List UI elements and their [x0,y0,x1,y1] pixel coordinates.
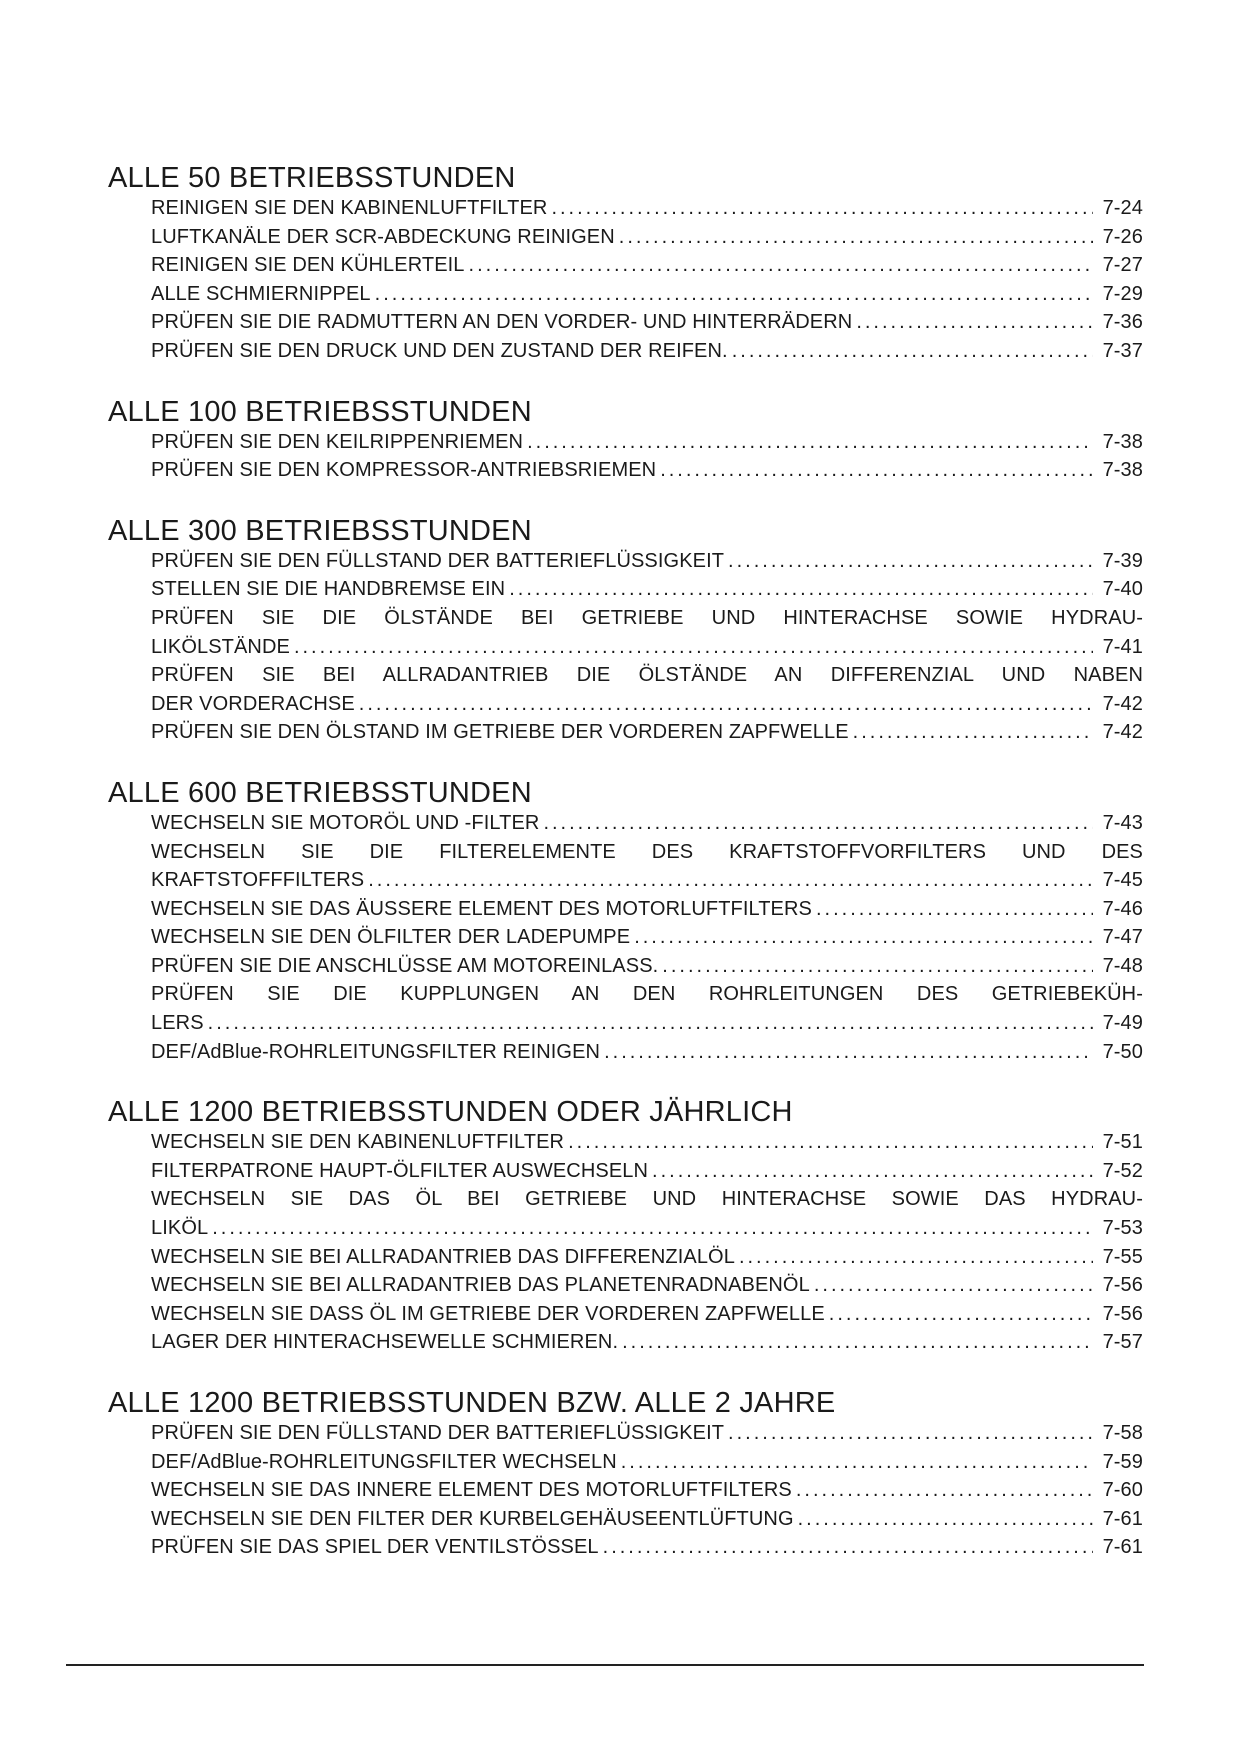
entry-label-first-line: WECHSELN SIE DIE FILTERELEMENTE DES KRAFTSTOFFVORFILTERS UND DES [151,840,1143,863]
entry-line [151,1328,1143,1357]
toc-entry[interactable] [151,809,1143,838]
entry-label: PRÜFEN SIE DEN FÜLLSTAND DER BATTERIEFLÜSSIGKEIT [151,1422,725,1444]
toc-entry[interactable] [151,838,1143,895]
toc-entry[interactable] [151,1271,1143,1300]
entry-label: REINIGEN SIE DEN KABINENLUFTFILTER [151,197,548,219]
entry-line [151,308,1143,337]
entry-page-number: 7-39 [1102,549,1143,572]
entry-line [151,194,1143,223]
dot-leader [509,575,1092,604]
toc-entry[interactable] [151,895,1143,924]
dot-leader [732,337,1093,366]
entry-page-number: 7-50 [1102,1040,1143,1063]
toc-entry[interactable] [151,1038,1143,1067]
section-entries [151,194,1143,366]
dot-leader [652,1157,1093,1186]
toc-section [108,162,1143,366]
entry-line [151,1533,1143,1562]
entry-line [151,1128,1143,1157]
entry-label: WECHSELN SIE DEN FILTER DER KURBELGEHÄUSEENTLÜFTUNG [151,1507,794,1530]
dot-leader [796,1476,1093,1505]
entry-line [151,1214,1143,1243]
toc-entry[interactable] [151,308,1143,337]
entry-label: WECHSELN SIE DAS ÄUSSERE ELEMENT DES MOTORLUFTFILTERS [151,897,812,920]
section-title: ALLE 1200 BETRIEBSSTUNDEN BZW. ALLE 2 JAHRE [108,1387,836,1419]
entry-page-number: 7-53 [1102,1217,1143,1240]
dot-leader [368,866,1092,895]
toc-entry[interactable] [151,1328,1143,1357]
entry-label: PRÜFEN SIE DEN DRUCK UND DEN ZUSTAND DER REIFEN. [151,339,728,362]
entry-label-first-line: PRÜFEN SIE BEI ALLRADANTRIEB DIE ÖLSTÄNDE AN DIFFERENZIAL UND NABEN [151,664,1143,687]
toc-entry[interactable] [151,1476,1143,1505]
entry-label: LIKÖLSTÄNDE [151,635,290,658]
entry-label: LAGER DER HINTERACHSEWELLE SCHMIEREN. [151,1331,619,1354]
dot-leader [634,923,1092,952]
entry-line [151,866,1143,895]
toc-section [108,515,1143,747]
entry-label: DEF/AdBlue-ROHRLEITUNGSFILTER REINIGEN [151,1040,601,1063]
section-title: ALLE 600 BETRIEBSSTUNDEN [108,776,532,809]
entry-label: PRÜFEN SIE DEN KEILRIPPENRIEMEN [151,430,524,453]
entry-page-number: 7-29 [1102,282,1143,305]
toc-section [108,396,1143,485]
toc-entry[interactable] [151,604,1143,661]
section-entries [151,809,1143,1066]
entry-page-number: 7-60 [1102,1479,1143,1502]
entry-line [151,1448,1143,1477]
entry-label: WECHSELN SIE DASS ÖL IM GETRIEBE DER VORDEREN ZAPFWELLE [151,1302,825,1325]
toc-entry[interactable] [151,661,1143,718]
dot-leader [527,428,1092,457]
entry-label: WECHSELN SIE DAS INNERE ELEMENT DES MOTORLUFTFILTERS [151,1479,792,1502]
entry-line [151,690,1143,719]
entry-label: ALLE SCHMIERNIPPEL [151,282,371,305]
dot-leader [551,194,1092,223]
entry-line [151,809,1143,838]
entry-page-number: 7-52 [1102,1159,1143,1182]
toc-entry[interactable] [151,980,1143,1037]
dot-leader [543,809,1092,838]
dot-leader [660,456,1092,485]
entry-label: WECHSELN SIE MOTORÖL UND -FILTER [151,811,540,834]
toc-entry[interactable] [151,1243,1143,1272]
footer-divider [66,1664,1144,1666]
section-title: ALLE 1200 BETRIEBSSTUNDEN ODER JÄHRLICH [108,1096,793,1129]
entry-page-number: 7-38 [1102,459,1143,482]
entry-page-number: 7-27 [1102,254,1143,277]
entry-page-number: 7-37 [1102,339,1143,362]
toc-entry[interactable] [151,1448,1143,1477]
dot-leader [208,1009,1093,1038]
entry-line [151,337,1143,366]
entry-page-number: 7-47 [1102,926,1143,949]
dot-leader [621,1448,1093,1477]
dot-leader [798,1505,1093,1534]
section-entries [151,1128,1143,1357]
entry-page-number: 7-42 [1102,692,1143,715]
dot-leader [814,1271,1093,1300]
entry-line [151,547,1143,576]
entry-label: FILTERPATRONE HAUPT-ÖLFILTER AUSWECHSELN [151,1159,649,1182]
entry-line [151,456,1143,485]
dot-leader [622,1328,1092,1357]
toc-entry[interactable] [151,337,1143,366]
entry-label: PRÜFEN SIE DEN FÜLLSTAND DER BATTERIEFLÜSSIGKEIT [151,549,725,572]
entry-page-number: 7-43 [1102,811,1143,834]
entry-label-first-line: PRÜFEN SIE DIE ÖLSTÄNDE BEI GETRIEBE UND HINTERACHSE SOWIE HYDRAU- [151,606,1143,629]
toc-entry[interactable] [151,1300,1143,1329]
entry-label: DER VORDERACHSE [151,692,355,715]
section-title: ALLE 300 BETRIEBSSTUNDEN [108,514,532,547]
dot-leader [469,251,1093,280]
entry-page-number: 7-56 [1102,1274,1143,1297]
entry-line [151,1243,1143,1272]
dot-leader [603,1533,1093,1562]
entry-page-number: 7-55 [1102,1245,1143,1268]
entry-page-number: 7-61 [1102,1507,1143,1530]
entry-label-first-line: WECHSELN SIE DAS ÖL BEI GETRIEBE UND HINTERACHSE SOWIE DAS HYDRAU- [151,1188,1143,1211]
section-entries [151,547,1143,747]
entry-label: PRÜFEN SIE DIE RADMUTTERN AN DEN VORDER- UND HINTERRÄDERN [151,311,853,334]
entry-line [151,718,1143,747]
dot-leader [662,952,1092,981]
entry-page-number: 7-49 [1102,1012,1143,1035]
entry-line [151,895,1143,924]
toc-section [108,777,1143,1066]
entry-label: DEF/AdBlue-ROHRLEITUNGSFILTER WECHSELN [151,1450,617,1473]
entry-page-number: 7-57 [1102,1331,1143,1354]
entry-line [151,428,1143,457]
toc-entry[interactable] [151,1128,1143,1157]
toc-entry[interactable] [151,718,1143,747]
entry-line [151,1505,1143,1534]
dot-leader [829,1300,1093,1329]
toc-entry[interactable] [151,1505,1143,1534]
toc-entry[interactable] [151,1185,1143,1242]
toc-entry[interactable] [151,1157,1143,1186]
entry-line [151,1038,1143,1067]
entry-line [151,952,1143,981]
entry-line [151,1271,1143,1300]
section-title: ALLE 50 BETRIEBSSTUNDEN [108,162,516,194]
toc-entry[interactable] [151,547,1143,576]
entry-page-number: 7-38 [1102,430,1143,453]
toc-entry[interactable] [151,575,1143,604]
entry-label: STELLEN SIE DIE HANDBREMSE EIN [151,578,506,601]
entry-label-first-line: PRÜFEN SIE DIE KUPPLUNGEN AN DEN ROHRLEITUNGEN DES GETRIEBEKÜH- [151,983,1143,1006]
toc-entry[interactable] [151,428,1143,457]
entry-label: PRÜFEN SIE DEN ÖLSTAND IM GETRIEBE DER VORDEREN ZAPFWELLE [151,721,849,744]
dot-leader [853,718,1093,747]
toc-entry[interactable] [151,923,1143,952]
entry-page-number: 7-42 [1102,721,1143,744]
entry-label: LIKÖL [151,1217,209,1240]
dot-leader [619,223,1093,252]
entry-page-number: 7-59 [1102,1450,1143,1473]
entry-page-number: 7-56 [1102,1302,1143,1325]
entry-line [151,1300,1143,1329]
entry-label: PRÜFEN SIE DAS SPIEL DER VENTILSTÖSSEL [151,1536,599,1559]
section-entries [151,428,1143,485]
toc-entry[interactable] [151,952,1143,981]
entry-label: LUFTKANÄLE DER SCR-ABDECKUNG REINIGEN [151,225,615,248]
toc-entry[interactable] [151,1533,1143,1562]
entry-page-number: 7-48 [1102,954,1143,977]
entry-line [151,633,1143,662]
toc-entry[interactable] [151,194,1143,223]
toc-entry[interactable] [151,251,1143,280]
entry-page-number: 7-41 [1102,635,1143,658]
entry-label: WECHSELN SIE DEN ÖLFILTER DER LADEPUMPE [151,926,631,949]
dot-leader [739,1243,1093,1272]
entry-line [151,923,1143,952]
dot-leader [294,633,1093,662]
entry-line [151,223,1143,252]
entry-page-number: 7-45 [1102,869,1143,892]
toc-section [108,1096,1143,1357]
toc-entry[interactable] [151,456,1143,485]
dot-leader [212,1214,1092,1243]
dot-leader [816,895,1093,924]
dot-leader [604,1038,1092,1067]
dot-leader [728,1419,1093,1448]
entry-line [151,1009,1143,1038]
toc-entry[interactable] [151,280,1143,309]
dot-leader [856,308,1092,337]
entry-label: WECHSELN SIE BEI ALLRADANTRIEB DAS PLANETENRADNABENÖL [151,1274,810,1297]
toc-entry[interactable] [151,1419,1143,1448]
entry-label: KRAFTSTOFFFILTERS [151,869,365,892]
table-of-contents [108,162,1143,1592]
entry-line [151,1419,1143,1448]
entry-line [151,575,1143,604]
entry-label: WECHSELN SIE DEN KABINENLUFTFILTER [151,1131,565,1154]
entry-page-number: 7-61 [1102,1536,1143,1559]
entry-line [151,1476,1143,1505]
entry-page-number: 7-40 [1102,578,1143,601]
entry-label: REINIGEN SIE DEN KÜHLERTEIL [151,254,465,277]
entry-label: PRÜFEN SIE DIE ANSCHLÜSSE AM MOTOREINLASS. [151,954,659,977]
entry-line [151,1157,1143,1186]
entry-page-number: 7-36 [1102,311,1143,334]
section-title: ALLE 100 BETRIEBSSTUNDEN [108,395,532,428]
entry-page-number: 7-51 [1102,1131,1143,1154]
entry-label: LERS [151,1012,204,1035]
entry-page-number: 7-46 [1102,897,1143,920]
toc-section [108,1387,1143,1562]
section-entries [151,1419,1143,1562]
entry-page-number: 7-58 [1102,1422,1143,1444]
entry-page-number: 7-24 [1102,197,1143,219]
dot-leader [568,1128,1092,1157]
dot-leader [375,280,1093,309]
dot-leader [728,547,1093,576]
entry-label: WECHSELN SIE BEI ALLRADANTRIEB DAS DIFFERENZIALÖL [151,1245,735,1268]
entry-line [151,280,1143,309]
entry-page-number: 7-26 [1102,225,1143,248]
entry-line [151,251,1143,280]
toc-entry[interactable] [151,223,1143,252]
dot-leader [359,690,1093,719]
entry-label: PRÜFEN SIE DEN KOMPRESSOR-ANTRIEBSRIEMEN [151,459,657,482]
